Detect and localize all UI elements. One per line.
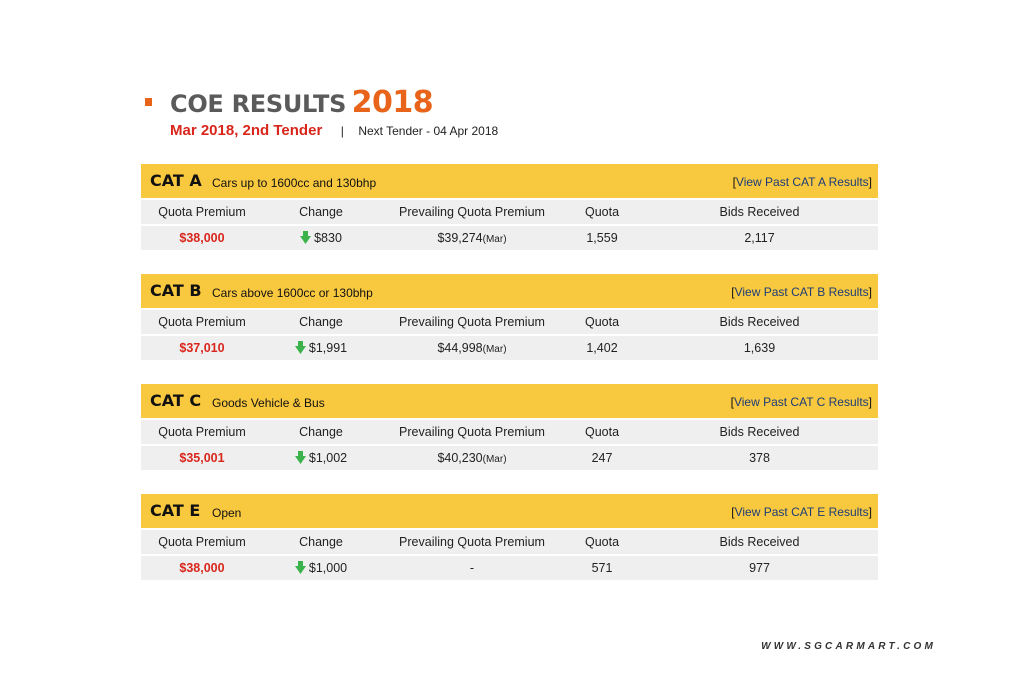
view-past-results-link-wrap: [View Past CAT A Results]: [732, 175, 872, 189]
col-header-bids-received: Bids Received: [719, 205, 800, 219]
category-name: CAT B: [150, 281, 202, 300]
quota-value: 1,402: [586, 341, 618, 355]
category-header: [141, 384, 878, 418]
change-value: $1,991: [308, 341, 348, 355]
table-row: [141, 226, 878, 250]
column-header-row: [141, 200, 878, 224]
bids-received-value: 977: [749, 561, 770, 575]
col-header-prevailing-quota-premium: Prevailing Quota Premium: [399, 535, 545, 549]
view-past-results-link-wrap: [View Past CAT B Results]: [731, 285, 872, 299]
view-past-results-link[interactable]: View Past CAT E Results: [734, 505, 869, 519]
change-cell: [271, 226, 371, 250]
tender-label: Mar 2018, 2nd Tender: [170, 122, 323, 139]
prevailing-quota-premium-note: (Mar): [482, 344, 507, 355]
page-title-text: COE RESULTS: [170, 90, 347, 118]
category-header: [141, 494, 878, 528]
col-header-change: Change: [299, 315, 343, 329]
quota-premium-value: $38,000: [179, 561, 225, 575]
table-row: [141, 336, 878, 360]
page-title: [170, 85, 434, 120]
table-row: [141, 446, 878, 470]
view-past-results-link[interactable]: View Past CAT C Results: [733, 395, 869, 409]
category-name: CAT A: [150, 171, 202, 190]
col-header-prevailing-quota-premium: Prevailing Quota Premium: [399, 425, 545, 439]
prevailing-quota-premium-note: (Mar): [482, 234, 507, 245]
category-header: [141, 164, 878, 198]
change-cell: [271, 446, 371, 470]
arrow-down-icon: [295, 561, 306, 574]
change-cell: [271, 336, 371, 360]
category-block: [141, 274, 878, 360]
arrow-down-icon: [295, 341, 306, 354]
quota-value: 571: [591, 561, 613, 575]
change-value: $1,000: [308, 561, 348, 575]
table-row: [141, 556, 878, 580]
col-header-change: Change: [299, 425, 343, 439]
page-title-year: 2018: [351, 85, 434, 120]
col-header-quota: Quota: [584, 425, 620, 439]
prevailing-quota-premium-note: (Mar): [482, 454, 507, 465]
col-header-quota-premium: Quota Premium: [158, 205, 246, 219]
square-bullet-icon: [145, 98, 152, 106]
column-header-row: [141, 310, 878, 334]
quota-value: 1,559: [586, 231, 618, 245]
col-header-bids-received: Bids Received: [719, 425, 800, 439]
category-description: Cars above 1600cc or 130bhp: [212, 286, 373, 300]
tender-info: [170, 122, 498, 140]
prevailing-quota-premium-cell: [381, 226, 563, 250]
col-header-quota-premium: Quota Premium: [158, 535, 246, 549]
site-watermark: WWW.SGCARMART.COM: [761, 641, 936, 652]
quota-premium-value: $38,000: [179, 231, 225, 245]
prevailing-quota-premium-cell: [381, 336, 563, 360]
prevailing-quota-premium-value: $40,230: [437, 451, 483, 465]
category-header: [141, 274, 878, 308]
category-block: [141, 384, 878, 470]
col-header-prevailing-quota-premium: Prevailing Quota Premium: [399, 315, 545, 329]
category-block: [141, 494, 878, 580]
col-header-change: Change: [299, 205, 343, 219]
prevailing-quota-premium-value: $39,274: [437, 231, 483, 245]
change-value: $830: [314, 231, 342, 245]
quota-premium-value: $37,010: [179, 341, 225, 355]
view-past-results-link[interactable]: View Past CAT A Results: [735, 175, 869, 189]
col-header-bids-received: Bids Received: [719, 535, 800, 549]
view-past-results-link[interactable]: View Past CAT B Results: [734, 285, 869, 299]
bids-received-value: 1,639: [743, 341, 776, 355]
category-name: CAT E: [150, 501, 201, 520]
col-header-bids-received: Bids Received: [719, 315, 800, 329]
column-header-row: [141, 420, 878, 444]
col-header-quota: Quota: [584, 535, 620, 549]
category-block: [141, 164, 878, 250]
view-past-results-link-wrap: [View Past CAT E Results]: [731, 505, 872, 519]
prevailing-quota-premium-value: $44,998: [437, 341, 483, 355]
category-description: Open: [212, 506, 242, 520]
category-description: Cars up to 1600cc and 130bhp: [212, 176, 377, 190]
prevailing-quota-premium-cell: [381, 556, 563, 580]
bids-received-value: 2,117: [744, 231, 775, 245]
col-header-quota: Quota: [584, 205, 620, 219]
quota-premium-value: $35,001: [179, 451, 225, 465]
arrow-down-icon: [295, 451, 306, 464]
change-cell: [271, 556, 371, 580]
next-tender-label: Next Tender - 04 Apr 2018: [358, 124, 499, 138]
col-header-prevailing-quota-premium: Prevailing Quota Premium: [399, 205, 545, 219]
change-value: $1,002: [308, 451, 348, 465]
quota-value: 247: [591, 451, 613, 465]
prevailing-quota-premium-cell: [381, 446, 563, 470]
view-past-results-link-wrap: [View Past CAT C Results]: [730, 395, 872, 409]
column-header-row: [141, 530, 878, 554]
category-description: Goods Vehicle & Bus: [212, 396, 325, 410]
prevailing-quota-premium-value: -: [469, 561, 475, 575]
bids-received-value: 378: [749, 451, 770, 465]
category-name: CAT C: [150, 391, 202, 410]
arrow-down-icon: [300, 231, 311, 244]
col-header-quota-premium: Quota Premium: [158, 315, 246, 329]
col-header-quota: Quota: [584, 315, 620, 329]
col-header-quota-premium: Quota Premium: [158, 425, 246, 439]
col-header-change: Change: [299, 535, 343, 549]
tender-separator: |: [340, 124, 344, 138]
